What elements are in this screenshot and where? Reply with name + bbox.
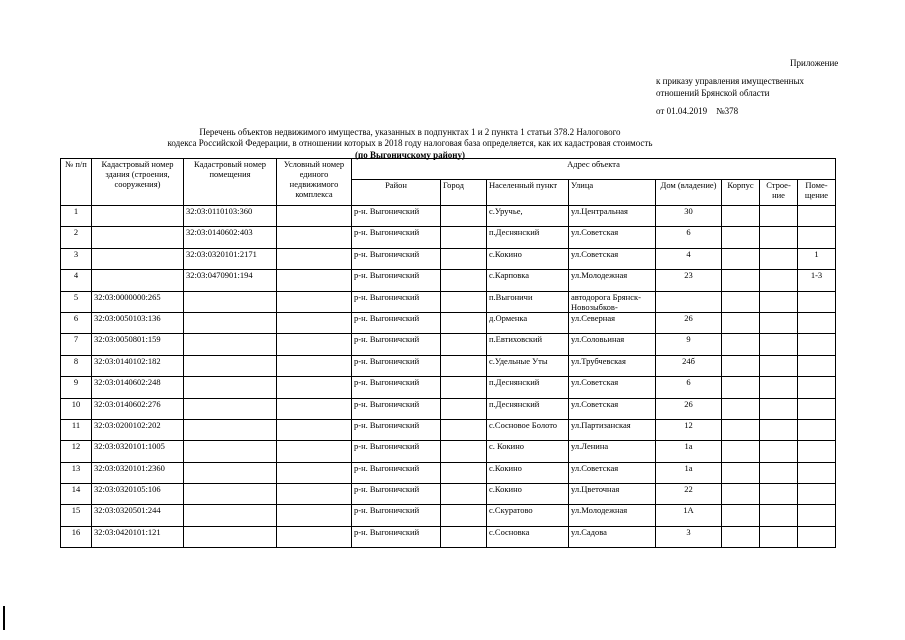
cell-structure xyxy=(760,398,798,419)
cell-num: 2 xyxy=(61,227,92,248)
cell-complex xyxy=(277,398,352,419)
cell-building xyxy=(92,227,184,248)
cell-city xyxy=(441,334,487,355)
cell-structure xyxy=(760,484,798,505)
col-header-locality: Населенный пункт xyxy=(487,180,569,206)
cell-num: 5 xyxy=(61,291,92,312)
cell-street: автодорога Брянск-Новозыбков- xyxy=(569,291,656,312)
cell-structure xyxy=(760,441,798,462)
cell-premises xyxy=(798,291,836,312)
cell-building: 32:03:0050801:159 xyxy=(92,334,184,355)
cell-block xyxy=(722,462,760,483)
cell-locality: п.Выгоничи xyxy=(487,291,569,312)
cell-structure xyxy=(760,377,798,398)
col-header-house: Дом (владение) xyxy=(656,180,722,206)
cell-city xyxy=(441,441,487,462)
cell-structure xyxy=(760,462,798,483)
cell-house: 26 xyxy=(656,312,722,333)
cell-locality: с.Сосновое Болото xyxy=(487,419,569,440)
cell-locality: д.Орменка xyxy=(487,312,569,333)
cell-num: 10 xyxy=(61,398,92,419)
order-reference-line2: отношений Брянской области xyxy=(656,88,770,98)
order-reference-line1: к приказу управления имущественных xyxy=(656,76,805,86)
cell-block xyxy=(722,270,760,291)
document-title-line2: кодекса Российской Федерации, в отношении которых в 2018 году налоговая база определяется, как их кадастровая стоимость xyxy=(167,138,653,148)
cell-district: р-н. Выгоничский xyxy=(352,526,441,547)
cell-locality: с.Сосновка xyxy=(487,526,569,547)
cell-room: 32:03:0470901:194 xyxy=(184,270,277,291)
cell-house xyxy=(656,291,722,312)
cell-complex xyxy=(277,312,352,333)
cell-complex xyxy=(277,355,352,376)
cell-num: 13 xyxy=(61,462,92,483)
cell-locality: с.Карповка xyxy=(487,270,569,291)
cell-block xyxy=(722,227,760,248)
cell-premises: 1 xyxy=(798,248,836,269)
cell-block xyxy=(722,377,760,398)
col-header-building: Кадастровый номер здания (строения, сооружения) xyxy=(92,159,184,206)
cell-building xyxy=(92,248,184,269)
table-row xyxy=(61,248,836,269)
cell-complex xyxy=(277,484,352,505)
cell-block xyxy=(722,398,760,419)
cell-block xyxy=(722,505,760,526)
col-header-district: Район xyxy=(352,180,441,206)
cell-district: р-н. Выгоничский xyxy=(352,398,441,419)
cell-room xyxy=(184,291,277,312)
cell-room: 32:03:0140602:403 xyxy=(184,227,277,248)
cell-house: 12 xyxy=(656,419,722,440)
cell-block xyxy=(722,206,760,227)
cell-district: р-н. Выгоничский xyxy=(352,334,441,355)
cell-city xyxy=(441,248,487,269)
table-row xyxy=(61,462,836,483)
cell-room xyxy=(184,312,277,333)
cell-num: 8 xyxy=(61,355,92,376)
table-row xyxy=(61,484,836,505)
cell-house: 23 xyxy=(656,270,722,291)
cell-structure xyxy=(760,355,798,376)
table-row xyxy=(61,377,836,398)
cell-num: 12 xyxy=(61,441,92,462)
cell-structure xyxy=(760,248,798,269)
cell-premises xyxy=(798,462,836,483)
cell-block xyxy=(722,312,760,333)
col-header-room: Кадастровый номер помещения xyxy=(184,159,277,206)
cell-building: 32:03:0000000:265 xyxy=(92,291,184,312)
cell-city xyxy=(441,505,487,526)
cell-street: ул.Ленина xyxy=(569,441,656,462)
cell-street: ул.Северная xyxy=(569,312,656,333)
cell-street: ул.Центральная xyxy=(569,206,656,227)
cell-structure xyxy=(760,419,798,440)
cell-premises xyxy=(798,505,836,526)
cell-building: 32:03:0320105:106 xyxy=(92,484,184,505)
cell-block xyxy=(722,484,760,505)
cell-district: р-н. Выгоничский xyxy=(352,206,441,227)
cell-num: 15 xyxy=(61,505,92,526)
cell-building: 32:03:0050103:136 xyxy=(92,312,184,333)
cell-city xyxy=(441,398,487,419)
cell-premises xyxy=(798,206,836,227)
col-header-premises: Поме-щение xyxy=(798,180,836,206)
col-header-city: Город xyxy=(441,180,487,206)
table-row xyxy=(61,419,836,440)
cell-structure xyxy=(760,505,798,526)
cell-street: ул.Трубчевская xyxy=(569,355,656,376)
cell-street: ул.Советская xyxy=(569,462,656,483)
appendix-label: Приложение xyxy=(790,58,839,68)
table-row xyxy=(61,291,836,312)
cell-complex xyxy=(277,377,352,398)
cell-house: 6 xyxy=(656,227,722,248)
cell-locality: с.Кокино xyxy=(487,462,569,483)
cell-complex xyxy=(277,227,352,248)
cell-premises xyxy=(798,312,836,333)
cell-building: 32:03:0320501:244 xyxy=(92,505,184,526)
col-header-address: Адрес объекта xyxy=(352,159,836,180)
table-row xyxy=(61,398,836,419)
cell-city xyxy=(441,526,487,547)
cell-room xyxy=(184,419,277,440)
cell-structure xyxy=(760,526,798,547)
cell-structure xyxy=(760,291,798,312)
cell-room: 32:03:0320101:2171 xyxy=(184,248,277,269)
table-row xyxy=(61,526,836,547)
table-row xyxy=(61,334,836,355)
cell-structure xyxy=(760,270,798,291)
cell-complex xyxy=(277,505,352,526)
cell-street: ул.Советская xyxy=(569,248,656,269)
cell-house: 1а xyxy=(656,462,722,483)
cell-building: 32:03:0420101:121 xyxy=(92,526,184,547)
cell-complex xyxy=(277,526,352,547)
cell-district: р-н. Выгоничский xyxy=(352,441,441,462)
cell-house: 30 xyxy=(656,206,722,227)
cell-num: 6 xyxy=(61,312,92,333)
col-header-structure: Строе-ние xyxy=(760,180,798,206)
table-row xyxy=(61,441,836,462)
cell-block xyxy=(722,419,760,440)
cell-house: 3 xyxy=(656,526,722,547)
cell-room: 32:03:0110103:360 xyxy=(184,206,277,227)
col-header-block: Корпус xyxy=(722,180,760,206)
cell-city xyxy=(441,206,487,227)
cell-street: ул.Советская xyxy=(569,227,656,248)
cell-building: 32:03:0200102:202 xyxy=(92,419,184,440)
col-header-complex: Условный номер единого недвижимого комплекса xyxy=(277,159,352,206)
cell-premises xyxy=(798,227,836,248)
cell-building: 32:03:0140602:248 xyxy=(92,377,184,398)
cell-room xyxy=(184,355,277,376)
cell-room xyxy=(184,484,277,505)
cell-complex xyxy=(277,206,352,227)
cell-complex xyxy=(277,419,352,440)
cell-room xyxy=(184,526,277,547)
cell-premises: 1-3 xyxy=(798,270,836,291)
cell-block xyxy=(722,355,760,376)
cell-city xyxy=(441,291,487,312)
cell-room xyxy=(184,462,277,483)
cell-district: р-н. Выгоничский xyxy=(352,312,441,333)
cell-house: 6 xyxy=(656,377,722,398)
cell-district: р-н. Выгоничский xyxy=(352,462,441,483)
cell-premises xyxy=(798,377,836,398)
cell-street: ул.Советская xyxy=(569,398,656,419)
cell-complex xyxy=(277,441,352,462)
cell-city xyxy=(441,377,487,398)
margin-mark xyxy=(3,606,5,630)
cell-premises xyxy=(798,398,836,419)
cell-district: р-н. Выгоничский xyxy=(352,484,441,505)
cell-city xyxy=(441,227,487,248)
cell-complex xyxy=(277,462,352,483)
table-row xyxy=(61,270,836,291)
cell-house: 24б xyxy=(656,355,722,376)
cell-structure xyxy=(760,312,798,333)
col-header-street: Улица xyxy=(569,180,656,206)
cell-house: 1а xyxy=(656,441,722,462)
cell-block xyxy=(722,248,760,269)
document-title-line1: Перечень объектов недвижимого имущества, указанных в подпунктах 1 и 2 пункта 1 статьи 378.2 Налогового xyxy=(199,127,621,137)
cell-premises xyxy=(798,355,836,376)
cell-district: р-н. Выгоничский xyxy=(352,355,441,376)
cell-building: 32:03:0320101:1005 xyxy=(92,441,184,462)
cell-block xyxy=(722,526,760,547)
cell-premises xyxy=(798,484,836,505)
cell-city xyxy=(441,270,487,291)
cell-block xyxy=(722,441,760,462)
cell-num: 4 xyxy=(61,270,92,291)
cell-house: 4 xyxy=(656,248,722,269)
cell-locality: с.Уручье, xyxy=(487,206,569,227)
cell-locality: с.Кокино xyxy=(487,484,569,505)
cell-street: ул.Садова xyxy=(569,526,656,547)
cell-premises xyxy=(798,419,836,440)
table-row xyxy=(61,505,836,526)
cell-complex xyxy=(277,334,352,355)
cell-street: ул.Советская xyxy=(569,377,656,398)
table-row xyxy=(61,312,836,333)
cell-house: 26 xyxy=(656,398,722,419)
cell-num: 7 xyxy=(61,334,92,355)
cell-city xyxy=(441,312,487,333)
table-row xyxy=(61,355,836,376)
cell-locality: п.Деснянский xyxy=(487,398,569,419)
cell-city xyxy=(441,355,487,376)
cell-street: ул.Молодежная xyxy=(569,505,656,526)
cell-locality: с. Кокино xyxy=(487,441,569,462)
cell-num: 9 xyxy=(61,377,92,398)
cell-complex xyxy=(277,291,352,312)
cell-district: р-н. Выгоничский xyxy=(352,505,441,526)
order-date: от 01.04.2019 №378 xyxy=(656,106,739,116)
cell-premises xyxy=(798,334,836,355)
cell-house: 9 xyxy=(656,334,722,355)
cell-structure xyxy=(760,334,798,355)
cell-district: р-н. Выгоничский xyxy=(352,419,441,440)
cell-room xyxy=(184,441,277,462)
cell-num: 1 xyxy=(61,206,92,227)
cell-street: ул.Цветочная xyxy=(569,484,656,505)
cell-num: 11 xyxy=(61,419,92,440)
cell-district: р-н. Выгоничский xyxy=(352,248,441,269)
table-row xyxy=(61,227,836,248)
cell-city xyxy=(441,462,487,483)
cell-num: 16 xyxy=(61,526,92,547)
cell-room xyxy=(184,377,277,398)
table-row xyxy=(61,206,836,227)
cell-room xyxy=(184,505,277,526)
document-subtitle-district: (по Выгоничскому району) xyxy=(355,150,465,160)
property-table xyxy=(60,158,836,548)
cell-premises xyxy=(798,526,836,547)
cell-block xyxy=(722,334,760,355)
cell-num: 3 xyxy=(61,248,92,269)
cell-district: р-н. Выгоничский xyxy=(352,227,441,248)
cell-house: 22 xyxy=(656,484,722,505)
cell-district: р-н. Выгоничский xyxy=(352,270,441,291)
cell-locality: п.Евтиховский xyxy=(487,334,569,355)
cell-street: ул.Партизанская xyxy=(569,419,656,440)
cell-house: 1А xyxy=(656,505,722,526)
cell-structure xyxy=(760,227,798,248)
cell-street: ул.Соловьиная xyxy=(569,334,656,355)
cell-room xyxy=(184,398,277,419)
cell-room xyxy=(184,334,277,355)
cell-city xyxy=(441,484,487,505)
cell-complex xyxy=(277,270,352,291)
cell-city xyxy=(441,419,487,440)
cell-district: р-н. Выгоничский xyxy=(352,291,441,312)
col-header-num: № п/п xyxy=(61,159,92,206)
cell-building xyxy=(92,270,184,291)
cell-building: 32:03:0320101:2360 xyxy=(92,462,184,483)
cell-locality: с.Удельные Уты xyxy=(487,355,569,376)
cell-locality: п.Деснянский xyxy=(487,227,569,248)
cell-locality: с.Кокино xyxy=(487,248,569,269)
cell-complex xyxy=(277,248,352,269)
cell-num: 14 xyxy=(61,484,92,505)
cell-structure xyxy=(760,206,798,227)
cell-building: 32:03:0140602:276 xyxy=(92,398,184,419)
cell-street: ул.Молодежная xyxy=(569,270,656,291)
cell-block xyxy=(722,291,760,312)
cell-building xyxy=(92,206,184,227)
cell-district: р-н. Выгоничский xyxy=(352,377,441,398)
cell-locality: п.Деснянский xyxy=(487,377,569,398)
cell-locality: с.Скуратово xyxy=(487,505,569,526)
cell-building: 32:03:0140102:182 xyxy=(92,355,184,376)
cell-premises xyxy=(798,441,836,462)
